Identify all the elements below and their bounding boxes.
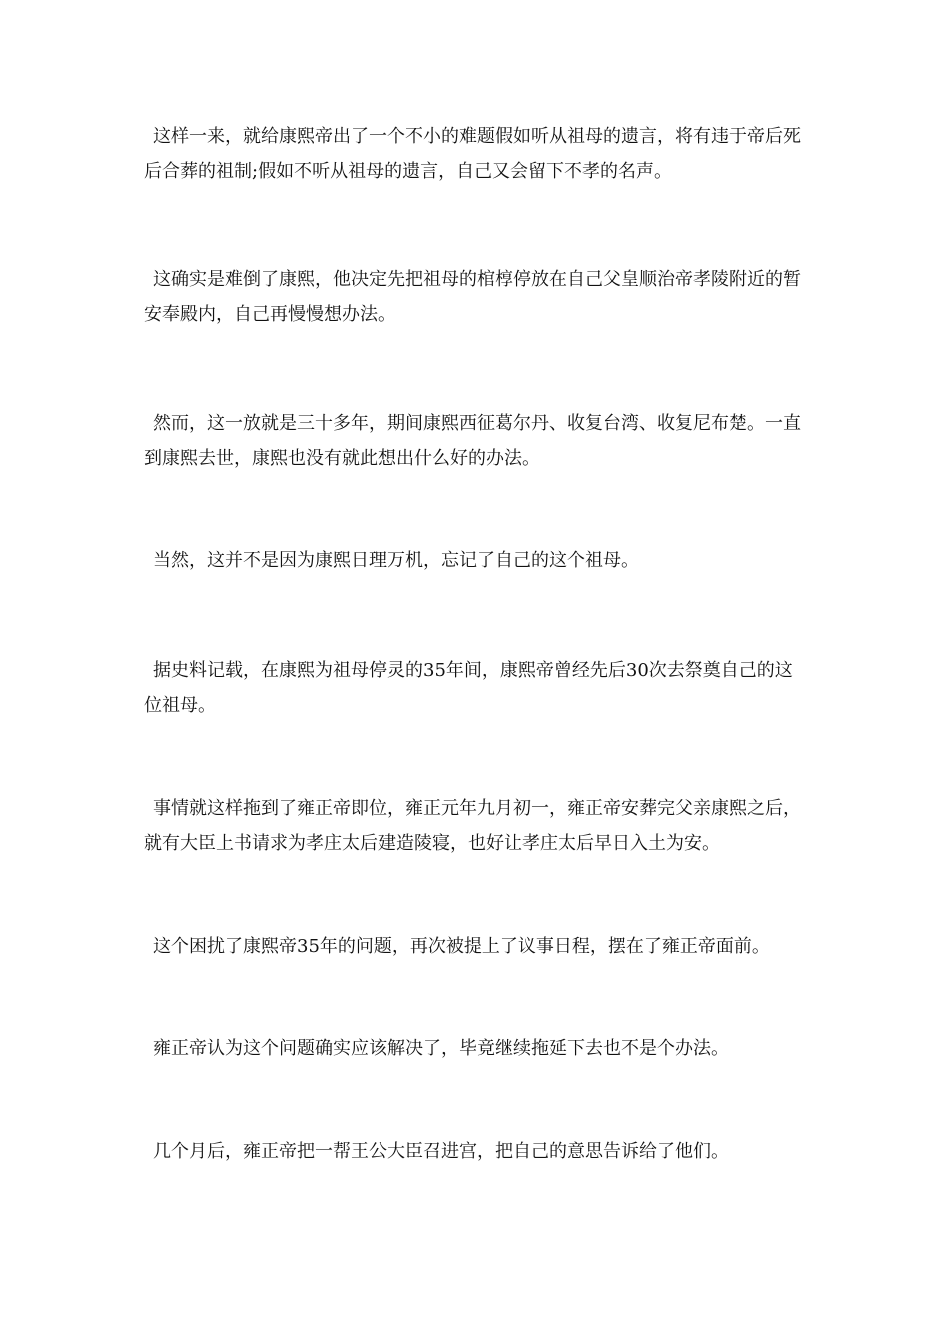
- paragraph-5: 据史料记载，在康熙为祖母停灵的35年间，康熙帝曾经先后30次去祭奠自己的这位祖母。: [144, 660, 793, 716]
- paragraph-8: 雍正帝认为这个问题确实应该解决了，毕竟继续拖延下去也不是个办法。: [153, 1038, 729, 1059]
- paragraph-4: 当然，这并不是因为康熙日理万机，忘记了自己的这个祖母。: [153, 550, 639, 571]
- paragraph-3: 然而，这一放就是三十多年，期间康熙西征葛尔丹、收复台湾、收复尼布楚。一直到康熙去世，康熙也没有就此想出什么好的办法。: [144, 413, 801, 469]
- paragraph-6: 事情就这样拖到了雍正帝即位，雍正元年九月初一，雍正帝安葬完父亲康熙之后，就有大臣上书请求为孝庄太后建造陵寝，也好让孝庄太后早日入土为安。: [144, 798, 801, 854]
- paragraph-1: 这样一来，就给康熙帝出了一个不小的难题假如听从祖母的遗言，将有违于帝后死后合葬的祖制;假如不听从祖母的遗言，自己又会留下不孝的名声。: [144, 126, 801, 182]
- paragraph-2: 这确实是难倒了康熙，他决定先把祖母的棺椁停放在自己父皇顺治帝孝陵附近的暂安奉殿内，自己再慢慢想办法。: [144, 269, 801, 325]
- paragraph-7: 这个困扰了康熙帝35年的问题，再次被提上了议事日程，摆在了雍正帝面前。: [153, 936, 770, 957]
- paragraph-9: 几个月后，雍正帝把一帮王公大臣召进宫，把自己的意思告诉给了他们。: [153, 1141, 729, 1162]
